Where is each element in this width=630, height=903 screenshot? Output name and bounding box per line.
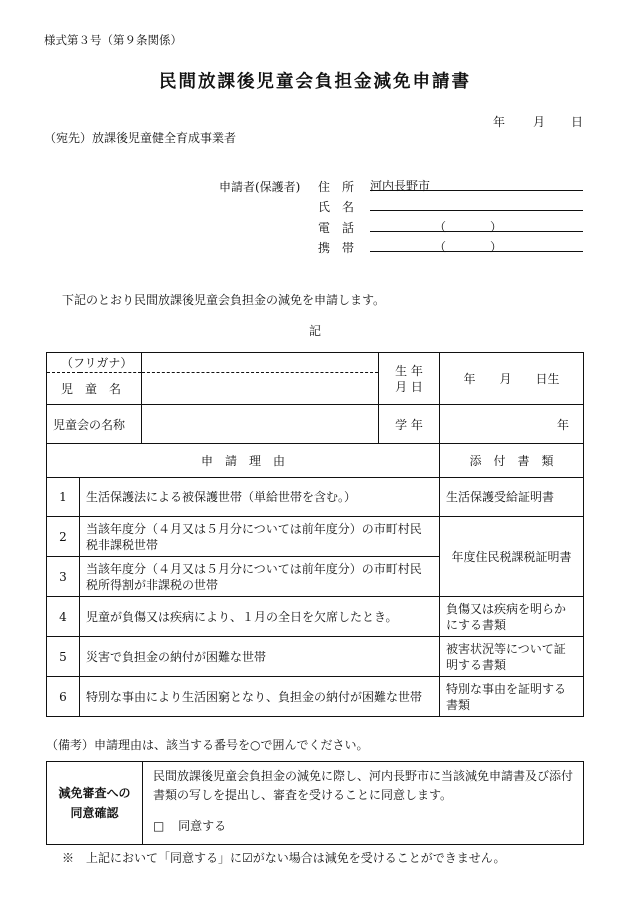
- reason-text: 児童が負傷又は疾病により、１月の全日を欠席したとき。: [80, 597, 440, 637]
- child-name-label: 児 童 名: [47, 373, 142, 405]
- grade-unit: 年: [556, 417, 569, 432]
- child-name-field[interactable]: [142, 373, 379, 405]
- furigana-label: （フリガナ）: [47, 353, 142, 373]
- table-row: [47, 478, 584, 517]
- date-month-label: 月: [533, 115, 546, 129]
- form-number: 様式第３号（第９条関係）: [44, 33, 182, 47]
- mobile-field[interactable]: [370, 236, 583, 252]
- name-field[interactable]: [370, 195, 583, 211]
- birthdate-value: 年 月 日生: [463, 372, 560, 386]
- mobile-paren-open: （: [434, 240, 447, 254]
- table-row: [47, 597, 584, 637]
- address-field[interactable]: [370, 175, 583, 191]
- table-row: [47, 637, 584, 677]
- ki-label: 記: [308, 324, 321, 338]
- footnote: ※ 上記において「同意する」に☑がない場合は減免を受けることができません。: [62, 851, 506, 865]
- reason-text: 特別な事由により生活困窮となり、負担金の納付が困難な世帯: [80, 677, 440, 717]
- date-day-label: 日: [571, 115, 584, 129]
- birthdate-label: [379, 353, 440, 405]
- date-year-label: 年: [493, 115, 506, 129]
- checkbox-icon[interactable]: □: [153, 819, 165, 833]
- reason-text: 当該年度分（４月又は５月分については前年度分）の市町村民税所得割が非課税の世帯: [80, 557, 440, 597]
- doc-text: 特別な事由を証明する書類: [440, 677, 584, 717]
- address-label: 住 所: [318, 180, 355, 194]
- reason-header: 申 請 理 由: [47, 444, 440, 478]
- consent-checkbox-label: 同意する: [178, 819, 227, 833]
- application-table: [46, 352, 584, 717]
- phone-field[interactable]: [370, 216, 583, 232]
- doc-text: 年度住民税課税証明書: [440, 517, 584, 597]
- consent-label: [47, 762, 143, 845]
- phone-paren-open: （: [434, 220, 447, 234]
- addressee: （宛先）放課後児童健全育成事業者: [44, 131, 237, 145]
- reason-number[interactable]: 1: [47, 478, 80, 517]
- consent-body: [143, 762, 584, 845]
- reason-text: 当該年度分（４月又は５月分については前年度分）の市町村民税非課税世帯: [80, 517, 440, 557]
- club-name-field[interactable]: [142, 405, 379, 444]
- applicant-label: 申請者(保護者): [219, 180, 301, 194]
- mobile-paren-close: ）: [490, 240, 503, 254]
- page-title: 民間放課後児童会負担金減免申請書: [159, 72, 471, 92]
- doc-text: 負傷又は疾病を明らかにする書類: [440, 597, 584, 637]
- birthdate-label-line1: 生 年: [395, 363, 423, 378]
- reason-number[interactable]: 5: [47, 637, 80, 677]
- reason-number[interactable]: 6: [47, 677, 80, 717]
- consent-table: [46, 761, 584, 845]
- name-label: 氏 名: [318, 200, 355, 214]
- doc-text: 生活保護受給証明書: [440, 478, 584, 517]
- grade-label: 学 年: [379, 405, 440, 444]
- mobile-label: 携 帯: [318, 241, 355, 255]
- table-row: [47, 517, 584, 557]
- docs-header: 添 付 書 類: [440, 444, 584, 478]
- birthdate-field[interactable]: [440, 353, 584, 405]
- furigana-field[interactable]: [142, 353, 379, 373]
- phone-paren-close: ）: [490, 220, 503, 234]
- reason-number[interactable]: 4: [47, 597, 80, 637]
- doc-text: 被害状況等について証明する書類: [440, 637, 584, 677]
- address-value: 河内長野市: [370, 179, 431, 193]
- remark-note: （備考）申請理由は、該当する番号を○で囲んでください。: [46, 738, 369, 752]
- birthdate-label-line2: 月 日: [395, 379, 423, 394]
- reason-number[interactable]: 2: [47, 517, 80, 557]
- consent-checkbox-row[interactable]: [153, 817, 575, 834]
- reason-text: 災害で負担金の納付が困難な世帯: [80, 637, 440, 677]
- reason-number[interactable]: 3: [47, 557, 80, 597]
- table-row: [47, 677, 584, 717]
- consent-label-text: 減免審査への同意確認: [58, 786, 131, 820]
- lead-text: 下記のとおり民間放課後児童会負担金の減免を申請します。: [62, 293, 386, 307]
- club-name-label: 児童会の名称: [47, 405, 142, 444]
- consent-text: 民間放課後児童会負担金の減免に際し、河内長野市に当該減免申請書及び添付書類の写しを提出し、審査を受けることに同意します。: [153, 769, 574, 802]
- grade-field[interactable]: [440, 405, 584, 444]
- reason-text: 生活保護法による被保護世帯（単給世帯を含む。）: [80, 478, 440, 517]
- phone-label: 電 話: [318, 221, 355, 235]
